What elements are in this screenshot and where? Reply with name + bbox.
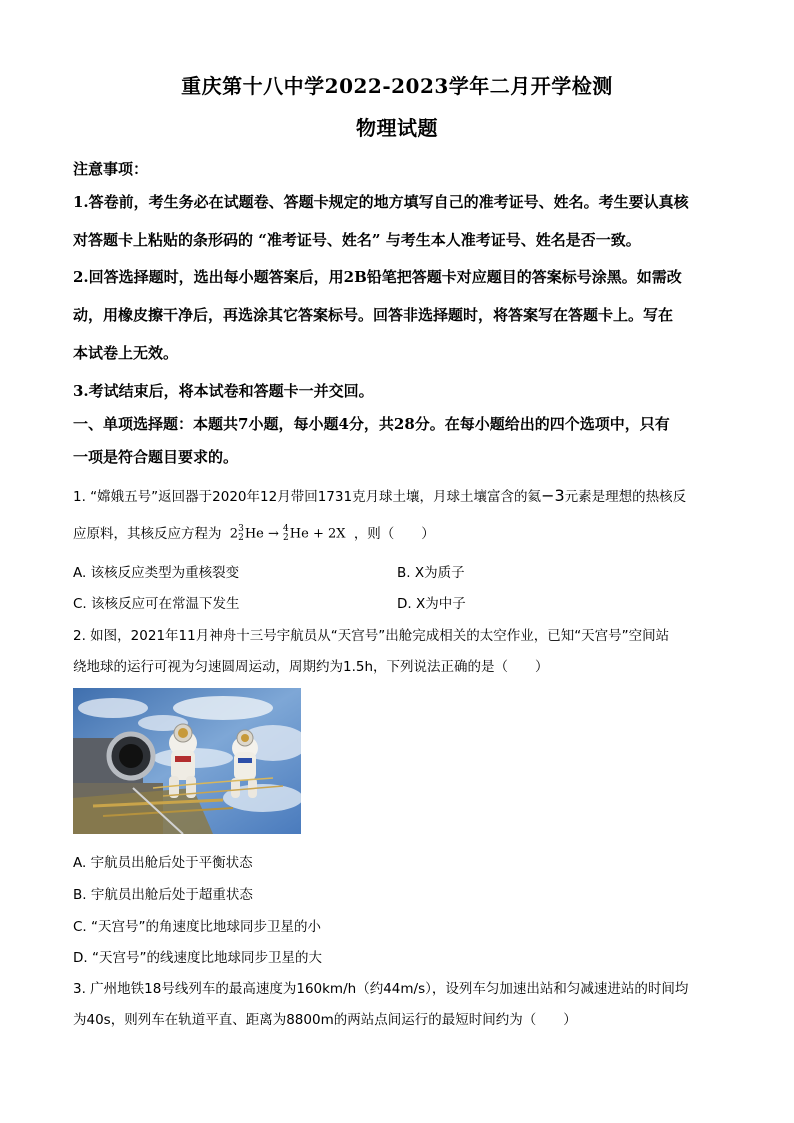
q1-option-c[interactable]: C. 该核反应可在常温下发生 <box>73 596 240 612</box>
notice-line-2a: 2.回答选择题时，选出每小题答案后，用2B铅笔把答题卡对应题目的答案标号涂黑。如需改 <box>73 268 682 286</box>
notice-line-2b: 动，用橡皮擦干净后，再选涂其它答案标号。回答非选择题时，将答案写在答题卡上。写在 <box>73 306 674 324</box>
notice-line-2c: 本试卷上无效。 <box>73 344 179 362</box>
q2-option-d[interactable]: D. “天宫号”的线速度比地球同步卫星的大 <box>73 950 322 966</box>
q1-he3-label: −3 <box>541 486 565 505</box>
exam-title: 重庆第十八中学2022-2023学年二月开学检测 <box>181 74 613 98</box>
q2-option-a[interactable]: A. 宇航员出舱后处于平衡状态 <box>73 855 253 871</box>
q1-option-a[interactable]: A. 该核反应类型为重核裂变 <box>73 565 240 581</box>
q1-stem-post: ，则（ ） <box>353 526 435 542</box>
q2-stem-line-b: 绕地球的运行可视为匀速圆周运动，周期约为1.5h，下列说法正确的是（ ） <box>73 659 549 675</box>
notice-line-3: 3.考试结束后，将本试卷和答题卡一并交回。 <box>73 382 374 400</box>
q1-stem-line-a <box>73 485 686 505</box>
q1-option-d[interactable]: D. X为中子 <box>397 596 466 612</box>
q1-stem-tail: 元素是理想的热核反 <box>564 489 687 505</box>
q3-stem-line-b: 为40s，则列车在轨道平直、距离为8800m的两站点间运行的最短时间约为（ ） <box>73 1012 577 1028</box>
q1-stem-pre: 应原料，其核反应方程为 <box>73 526 222 542</box>
q2-option-c[interactable]: C. “天宫号”的角速度比地球同步卫星的小 <box>73 919 321 935</box>
q3-stem-line-a: 3. 广州地铁18号线列车的最高速度为160km/h（约44m/s），设列车匀加速出站和匀减速进站的时间均 <box>73 981 689 997</box>
q1-nuclear-equation: 2 3 2 He → 4 2 He + 2X <box>229 524 346 543</box>
notice-line-1a: 1.答卷前，考生务必在试题卷、答题卡规定的地方填写自己的准考证号、姓名。考生要认真核 <box>73 193 689 211</box>
notice-line-1b: 对答题卡上粘贴的条形码的 “准考证号、姓名” 与考生本人准考证号、姓名是否一致。 <box>73 231 641 249</box>
q1-stem-text: 1. “嫦娥五号”返回器于2020年12月带回1731克月球土壤，月球土壤富含的氦 <box>73 489 542 505</box>
q2-option-b[interactable]: B. 宇航员出舱后处于超重状态 <box>73 887 253 903</box>
q2-stem-line-a: 2. 如图，2021年11月神舟十三号宇航员从“天宫号”出舱完成相关的太空作业，已知“天宫号”空间站 <box>73 628 670 644</box>
notice-heading: 注意事项： <box>73 160 149 178</box>
section-heading-b: 一项是符合题目要求的。 <box>73 448 239 466</box>
q1-option-b[interactable]: B. X为质子 <box>397 565 465 581</box>
exam-subject: 物理试题 <box>356 116 438 140</box>
section-heading-a: 一、单项选择题：本题共7小题，每小题4分，共28分。在每小题给出的四个选项中，只有 <box>73 415 670 433</box>
astronaut-spacewalk-photo <box>73 688 301 834</box>
q1-stem-line-b <box>73 522 435 543</box>
